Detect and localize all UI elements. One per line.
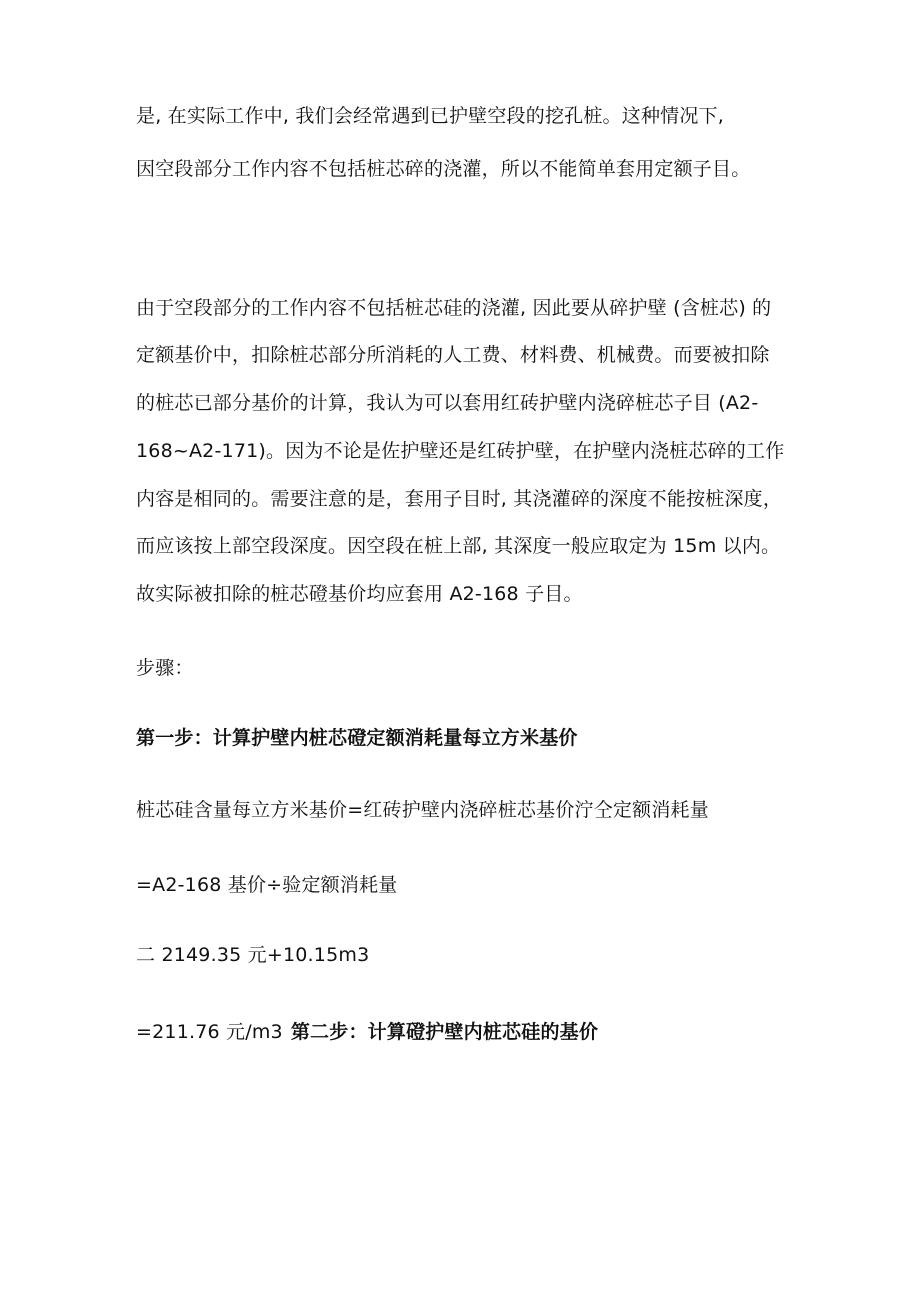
paragraph-2-line-4: 168~A2-171)。因为不论是佐护壁还是红砖护壁，在护壁内浇桩芯碎的工作 <box>136 440 785 462</box>
paragraph-2-line-5: 内容是相同的。需要注意的是，套用子目时, 其浇灌碎的深度不能按桩深度， <box>136 488 783 510</box>
step-2-title: 第二步：计算磴护壁内桩芯硅的基价 <box>290 1021 599 1043</box>
paragraph-1-line-1: 是, 在实际工作中, 我们会经常遇到已护壁空段的挖孔桩。这种情况下, <box>136 105 724 127</box>
formula-line-3: 二 2149.35 元+10.15m3 <box>136 944 370 966</box>
paragraph-2-line-7: 故实际被扣除的桩芯磴基价均应套用 A2-168 子目。 <box>136 583 583 605</box>
formula-result: =211.76 元/m3 <box>136 1021 283 1043</box>
formula-line-2: =A2-168 基价÷验定额消耗量 <box>136 874 398 896</box>
paragraph-2-line-1: 由于空段部分的工作内容不包括桩芯硅的浇灌, 因此要从碎护壁 (含桩芯) 的 <box>136 297 772 319</box>
steps-label: 步骤： <box>136 657 194 679</box>
paragraph-2-line-3: 的桩芯已部分基价的计算，我认为可以套用红砖护壁内浇碎桩芯子目 (A2- <box>136 392 759 414</box>
step-1-title: 第一步：计算护壁内桩芯磴定额消耗量每立方米基价 <box>136 727 578 749</box>
paragraph-2-line-6: 而应该按上部空段深度。因空段在桩上部, 其深度一般应取定为 15m 以内。 <box>136 535 781 557</box>
paragraph-1-line-2: 因空段部分工作内容不包括桩芯碎的浇灌，所以不能简单套用定额子目。 <box>136 158 751 180</box>
formula-line-1: 桩芯硅含量每立方米基价=红砖护壁内浇碎桩芯基价泞仝定额消耗量 <box>136 799 709 821</box>
formula-line-4 <box>136 1019 598 1045</box>
paragraph-2-line-2: 定额基价中，扣除桩芯部分所消耗的人工费、材料费、机械费。而要被扣除 <box>136 344 770 366</box>
